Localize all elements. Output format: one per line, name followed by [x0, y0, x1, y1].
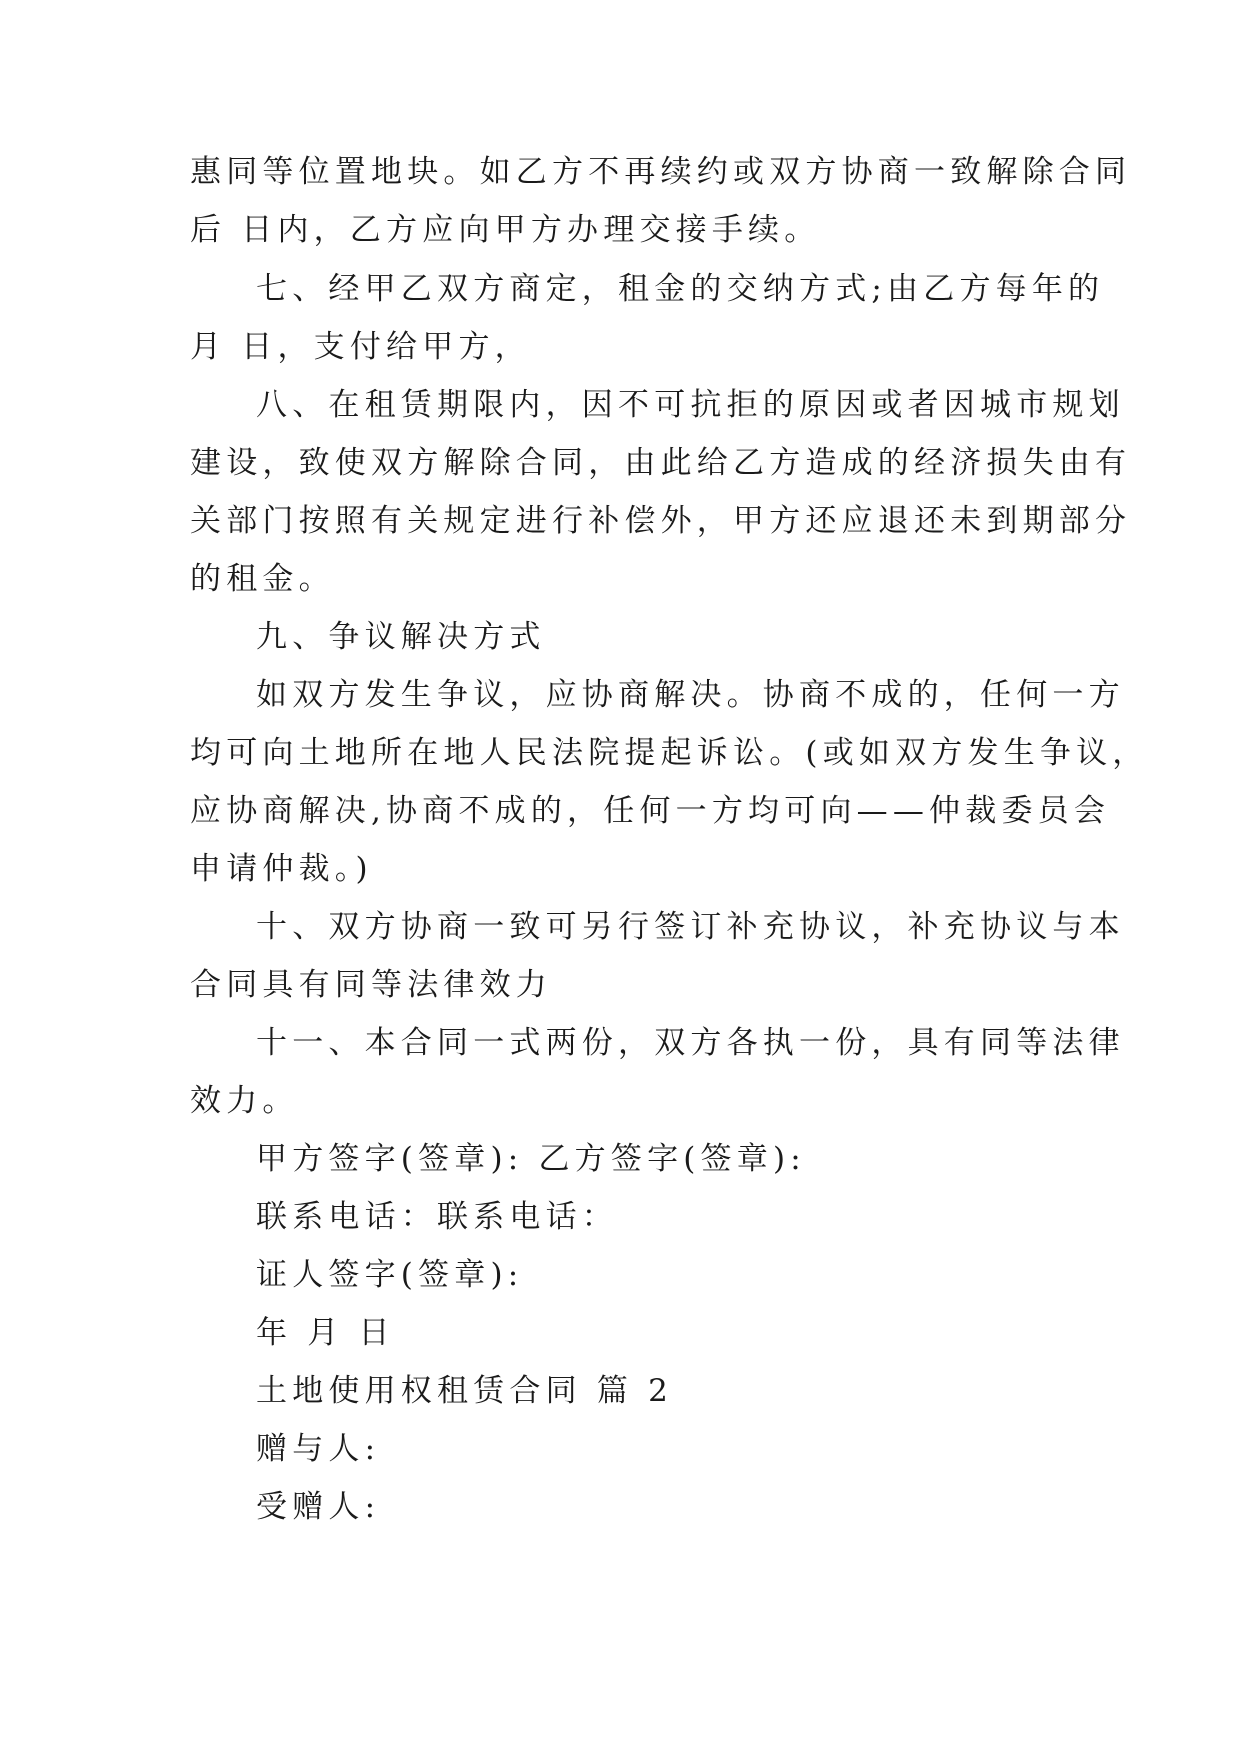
- clause-ten: 十、双方协商一致可另行签订补充协议，补充协议与本: [256, 909, 1125, 945]
- clause-eleven: 十一、本合同一式两份，双方各执一份，具有同等法律: [256, 1025, 1125, 1061]
- paragraph-line: 效力。: [190, 1083, 299, 1119]
- donee-field: 受赠人:: [256, 1489, 381, 1525]
- donor-field: 赠与人:: [256, 1431, 381, 1467]
- date-line: 年 月 日: [256, 1315, 395, 1351]
- paragraph-line: 如双方发生争议，应协商解决。协商不成的，任何一方: [256, 677, 1125, 713]
- contact-phones: 联系电话：联系电话：: [256, 1199, 618, 1235]
- paragraph-line: 应协商解决,协商不成的，任何一方均可向——仲裁委员会: [190, 793, 1111, 829]
- witness-signature: 证人签字(签章):: [256, 1257, 524, 1293]
- clause-nine-heading: 九、争议解决方式: [256, 619, 546, 655]
- paragraph-line: 申请仲裁。): [190, 851, 373, 887]
- paragraph-line: 建设，致使双方解除合同，由此给乙方造成的经济损失由有: [190, 445, 1132, 481]
- paragraph-line: 惠同等位置地块。如乙方不再续约或双方协商一致解除合同: [190, 154, 1132, 190]
- clause-seven: 七、经甲乙双方商定，租金的交纳方式;由乙方每年的: [256, 271, 1105, 307]
- paragraph-line: 后 日内，乙方应向甲方办理交接手续。: [190, 212, 821, 248]
- clause-eight: 八、在租赁期限内，因不可抗拒的原因或者因城市规划: [256, 387, 1125, 423]
- paragraph-line: 合同具有同等法律效力: [190, 967, 552, 1003]
- paragraph-line: 的租金。: [190, 561, 335, 597]
- section-title: 土地使用权租赁合同 篇 2: [256, 1373, 674, 1409]
- paragraph-line: 月 日，支付给甲方，: [190, 329, 531, 365]
- signature-parties: 甲方签字(签章): 乙方签字(签章):: [256, 1141, 806, 1177]
- paragraph-line: 关部门按照有关规定进行补偿外，甲方还应退还未到期部分: [190, 503, 1132, 539]
- paragraph-line: 均可向土地所在地人民法院提起诉讼。(或如双方发生争议，: [190, 735, 1149, 771]
